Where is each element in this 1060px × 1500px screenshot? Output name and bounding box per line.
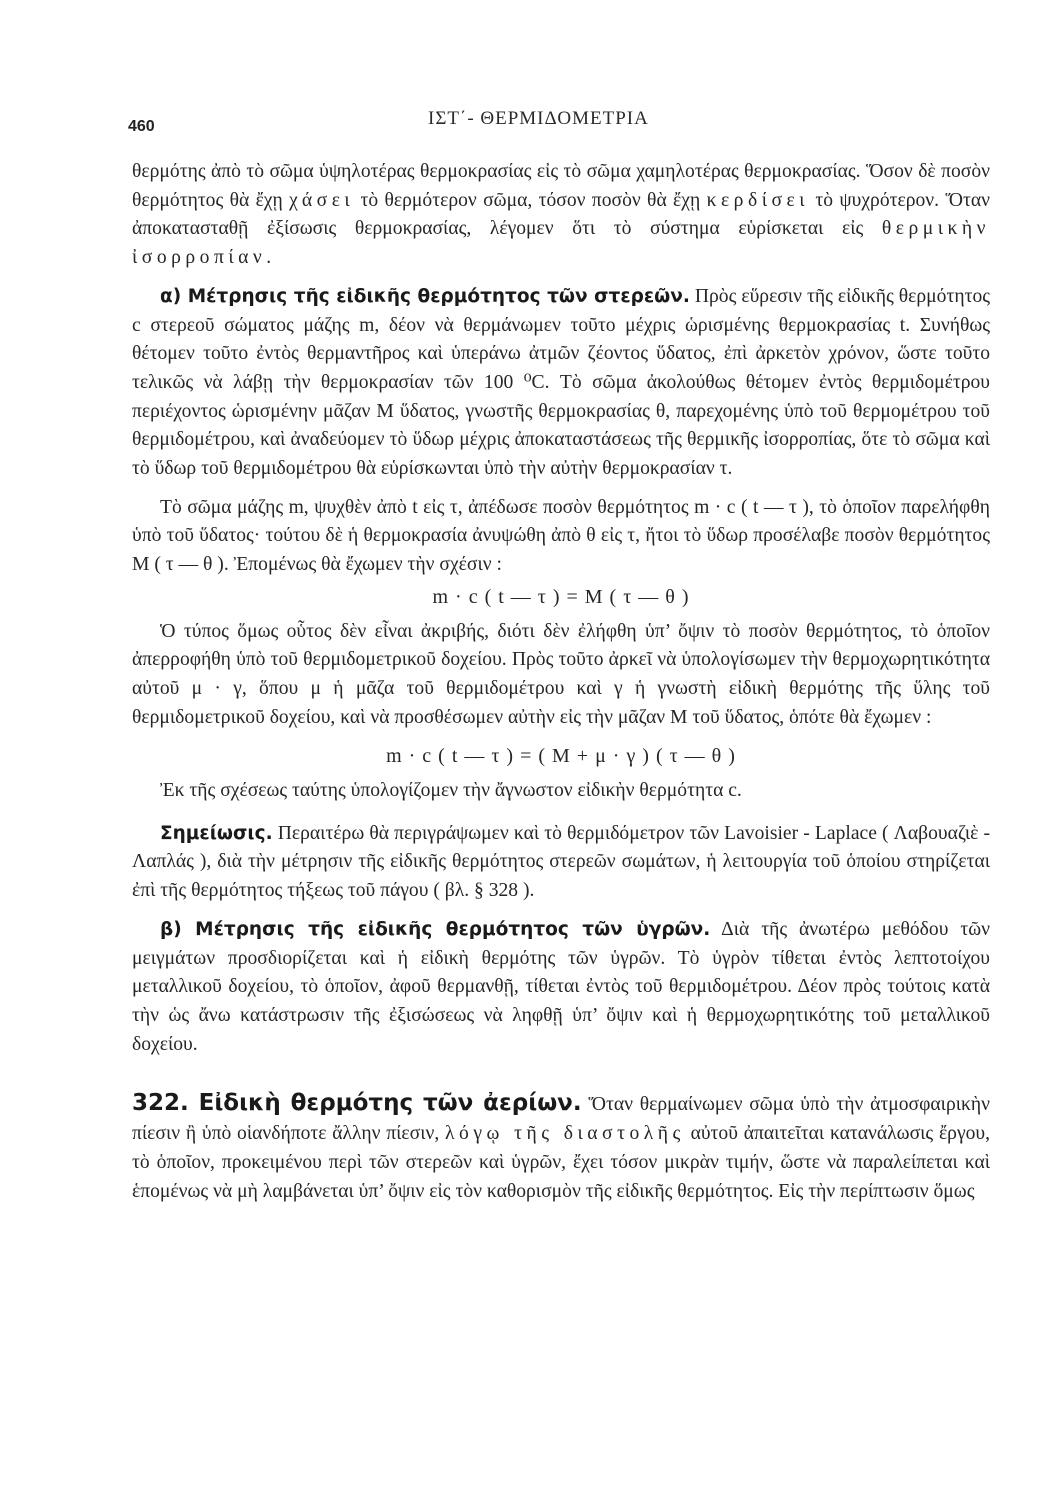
- note-label: Σημείωσις.: [160, 822, 273, 844]
- section-b-paragraph: [132, 916, 990, 1060]
- section-a-heading: α) Μέτρησις τῆς εἰδικῆς θερμότητος τῶν στερεῶν.: [160, 285, 690, 307]
- spaced-emphasis: λόγῳ τῆς διαστολῆς: [445, 1123, 685, 1145]
- paragraph-intro: [132, 158, 990, 273]
- section-a-text: Πρὸς εὕρεσιν τῆς εἰδικῆς θερμότητος c στερεοῦ σώματος μάζης m, δέον νὰ θερμάνωμεν τοῦτο μέχρις ὡρισμένης θερμοκρασίας t. Συνήθως θέτομεν τοῦτο ἐντὸς θερμαντῆρος καὶ ὑπεράνω ἀτμῶν ζέοντος ὕδατος, ἐπὶ ἀρκετὸν χρόνον, ὥστε τοῦτο τελικῶς νὰ λάβῃ τὴν θερμοκρασίαν τῶν 100 ⁰C. Τὸ σῶμα ἀκολούθως θέτομεν ἐντὸς θερμιδομέτρου περιέχοντος ὡρισμένην μᾶζαν M ὕδατος, γνωστῆς θερμοκρασίας θ, παρεχομένης ὑπὸ τοῦ θερμομέτρου τοῦ θερμιδομέτρου, καὶ ἀναδεύομεν τὸ ὕδωρ μέχρις ἀποκαταστάσεως τῆς θερμικῆς ἰσορροπίας, ὅτε τὸ σῶμα καὶ τὸ ὕδωρ τοῦ θερμιδομέτρου θὰ εὑρίσκωνται ὑπὸ τὴν αὐτὴν θερμοκρασίαν τ.: [132, 285, 991, 480]
- paragraph-text: τὸ θερμότερον σῶμα, τόσον ποσὸν θὰ ἔχῃ: [354, 189, 707, 211]
- paragraph-correction: Ὁ τύπος ὅμως οὗτος δὲν εἶναι ἀκριβής, διότι δὲν ἐλήφθη ὑπ’ ὄψιν τὸ ποσὸν θερμότητος, τὸ ὁποῖον ἀπερροφήθη ὑπὸ τοῦ θερμιδομετρικοῦ δοχείου. Πρὸς τοῦτο ἀρκεῖ νὰ ὑπολογίσωμεν τὴν θερμοχωρητικότητα αὐτοῦ μ · γ, ὅπου μ ἡ μᾶζα τοῦ θερμιδομέτρου καὶ γ ἡ γνωστὴ εἰδικὴ θερμότης τῆς ὕλης τοῦ θερμιδομετρικοῦ δοχείου, καὶ νὰ προσθέσωμεν αὐτὴν εἰς τὴν μᾶζαν M τοῦ ὕδατος, ὁπότε θὰ ἔχωμεν :: [132, 620, 990, 728]
- note-text: Περαιτέρω θὰ περιγράψωμεν καὶ τὸ θερμιδόμετρον τῶν Lavoisier - Laplace ( Λαβουαζιὲ - Λαπλάς ), διὰ τὴν μέτρησιν τῆς εἰδικῆς θερμότητος στερεῶν σωμάτων, ἡ λειτουργία τοῦ ὁποίου στηρίζεται ἐπὶ τῆς θερμότητος τήξεως τοῦ πάγου ( βλ. § 328 ).: [132, 822, 990, 902]
- paragraph-text: τὸ ψυχρότερον. Ὅταν ἀποκατασταθῇ ἐξίσωσις θερμοκρασίας, λέγομεν ὅτι τὸ σύστημα εὑρίσκεται εἰς: [132, 189, 991, 240]
- spaced-emphasis: χάσει: [289, 189, 355, 211]
- paragraph-heat-transfer: Τὸ σῶμα μάζης m, ψυχθὲν ἀπὸ t εἰς τ, ἀπέδωσε ποσὸν θερμότητος m · c ( t — τ ), τὸ ὁποῖον παρελήφθη ὑπὸ τοῦ ὕδατος· τούτου δὲ ἡ θερμοκρασία ἀνυψώθη ἀπὸ θ εἰς τ, ἤτοι τὸ ὕδωρ προσέλαβε ποσὸν θερμότητος M ( τ — θ ). Ἐπομένως θὰ ἔχωμεν τὴν σχέσιν :: [132, 496, 990, 576]
- paragraph-text: θερμότης ἀπὸ τὸ σῶμα ὑψηλοτέρας θερμοκρασίας εἰς τὸ σῶμα χαμηλοτέρας θερμοκρασίας. Ὅσον δὲ ποσὸν θερμότητος θὰ ἔχῃ: [132, 161, 990, 211]
- paragraph-conclusion: Ἐκ τῆς σχέσεως ταύτης ὑπολογίζομεν τὴν ἄγνωστον εἰδικὴν θερμότητα c.: [160, 780, 742, 802]
- spaced-emphasis: θερμικὴν ἰσορροπίαν.: [132, 218, 990, 269]
- equation-2: m · c ( t — τ ) = ( M + μ · γ ) ( τ — θ ): [386, 745, 736, 768]
- page-number: 460: [128, 118, 155, 135]
- section-b-heading: β) Μέτρησις τῆς εἰδικῆς θερμότητος τῶν ὑγρῶν.: [160, 918, 711, 940]
- note-paragraph: [132, 820, 990, 906]
- spaced-emphasis: κερδίσει: [706, 189, 810, 211]
- section-322-text-cont: αὐτοῦ ἀπαιτεῖται κατανάλωσις ἔργου, τὸ ὁποῖον, προκειμένου περὶ τῶν στερεῶν καὶ ὑγρῶν, ἔχει τόσον μικρὰν τιμήν, ὥστε νὰ παραλείπεται καὶ ἑπομένως νὰ μὴ λαμβάνεται ὑπ’ ὄψιν εἰς τὸν καθορισμὸν τῆς εἰδικῆς θερμότητος. Εἰς τὴν περίπτωσιν ὅμως: [132, 1123, 991, 1202]
- page-body: [132, 158, 990, 1206]
- section-322-text: Ὅταν θερμαίνωμεν σῶμα ὑπὸ τὴν ἀτμοσφαιρικὴν πίεσιν ἢ ὑπὸ οἱανδήποτε ἄλλην πίεσιν,: [132, 1094, 990, 1145]
- section-322-heading: 322. Εἰδικὴ θερμότης τῶν ἀερίων.: [132, 1090, 582, 1117]
- section-322-paragraph: [132, 1089, 990, 1206]
- equation-1: m · c ( t — τ ) = M ( τ — θ ): [432, 585, 690, 608]
- section-a-paragraph: [132, 283, 990, 484]
- page-header: [128, 104, 990, 144]
- running-title: ΙΣΤ΄- ΘΕΡΜΙΔΟΜΕΤΡΙΑ: [428, 108, 649, 129]
- section-b-text: Διὰ τῆς ἀνωτέρω μεθόδου τῶν μειγμάτων προσδιορίζεται καὶ ἡ εἰδικὴ θερμότης τῶν ὑγρῶν. Τὸ ὑγρὸν τίθεται ἐντὸς λεπτοτοίχου μεταλλικοῦ δοχείου, τὸ ὁποῖον, ἀφοῦ θερμανθῇ, τίθεται ἐντὸς τοῦ θερμιδομέτρου. Δέον πρὸς τούτοις κατὰ τὴν ὡς ἄνω κατάστρωσιν τῆς ἐξισώσεως νὰ ληφθῇ ὑπ’ ὄψιν καὶ ἡ θερμοχωρητικότης τοῦ μεταλλικοῦ δοχείου.: [132, 918, 990, 1055]
